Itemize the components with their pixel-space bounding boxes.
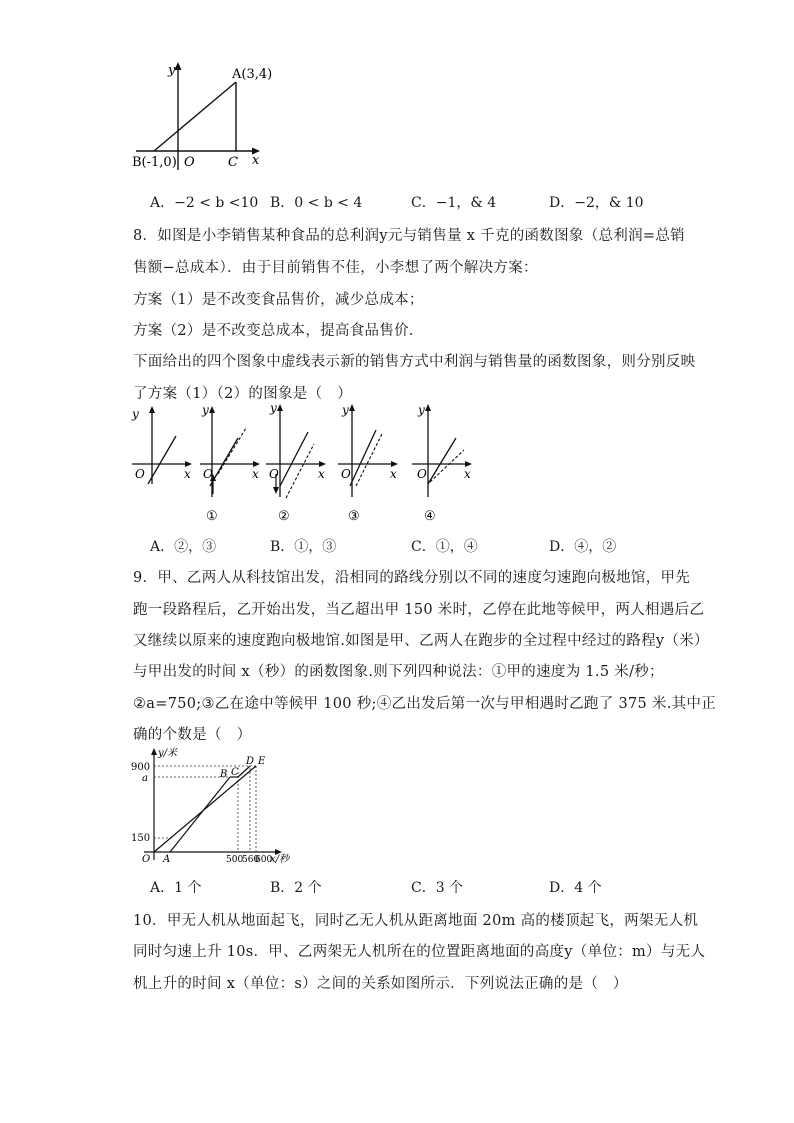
q9-tick-150: 150 [131,833,151,844]
q9-tick-a: a [142,773,148,784]
q9-line-5: ②a=750;③乙在途中等候甲 100 秒;④乙出发后第一次与甲相遇时乙跑了 375 米.其中正 [133,696,717,712]
q7-option-c: C．−1，& 4 [411,195,497,211]
q8-graph0-y-label: y [132,407,139,421]
q8-graph3-x-label: x [390,467,397,481]
q8-option-c: C．①，④ [411,539,478,555]
q8-graph3-number: ③ [348,509,360,524]
q8-graph-3 [336,402,406,526]
q8-graph2-x-label: x [318,467,325,481]
q9-line-3: 又继续以原来的速度跑向极地馆.如图是甲、乙两人在跑步的全过程中经过的路程y（米） [133,633,709,649]
q10-line-1: 10．甲无人机从地面起飞，同时乙无人机从距离地面 20m 高的楼顶起飞，两架无人机 [133,913,699,929]
q8-graph1-origin-label: O [203,467,213,481]
q9-point-c-label: C [231,767,239,778]
q7-x-axis-label: x [252,153,260,168]
q9-y-axis-label: y/米 [158,748,178,759]
q7-option-d: D．−2，& 10 [549,195,644,211]
q8-graph-4 [408,402,480,526]
q8-graph1-y-label: y [202,403,209,417]
q9-line-2: 跑一段路程后，乙开始出发，当乙超出甲 150 米时，乙停在此地等候甲，两人相遇后乙 [133,602,705,618]
q7-figure [128,60,273,175]
q7-option-b: B．0 < b < 4 [270,195,363,211]
q9-point-e-label: E [258,756,266,767]
q9-tick-600: 600 [255,855,273,865]
q9-tick-560: 560 [242,855,260,865]
q9-x-axis-label: x/秒 [270,854,290,865]
q8-graph3-y-label: y [342,403,349,417]
q8-option-d: D．④，② [549,539,617,555]
q9-point-b-label: B [220,769,228,780]
q7-origin-label: O [184,155,195,170]
q8-graph2-number: ② [278,509,290,524]
q8-graph0-origin-label: O [135,467,145,481]
q8-line-6: 了方案（1）（2）的图象是（ ） [133,386,352,402]
q9-option-b: B．2 个 [270,880,322,896]
q8-graph-1 [198,402,268,526]
q7-y-axis-label: y [168,63,176,78]
q9-line-6: 确的个数是（ ） [133,727,252,743]
q7-point-b-label: B(-1,0) [132,155,177,170]
q8-graph-original [128,404,198,486]
q7-point-a-label: A(3,4) [232,67,273,82]
q8-graph1-x-label: x [252,467,259,481]
q7-option-a: A．−2 < b <10 [150,195,259,211]
q7-point-c-label: C [228,155,238,170]
q10-line-2: 同时匀速上升 10s．甲、乙两架无人机所在的位置距离地面的高度y（单位：m）与无人 [133,944,706,960]
q9-point-a-label: A [163,854,171,865]
q8-graph2-y-label: y [270,401,277,415]
q8-option-b: B．①，③ [270,539,337,555]
q8-line-2: 售额−总成本）．由于目前销售不佳，小李想了两个解决方案： [133,260,538,276]
q8-line-1: 8．如图是小李销售某种食品的总利润y元与销售量 x 千克的函数图象（总利润=总销 [133,228,685,244]
q9-point-d-label: D [246,756,255,767]
q8-line-4: 方案（2）是不改变总成本，提高食品售价． [133,323,424,339]
q8-graph2-origin-label: O [269,467,279,481]
q9-tick-900: 900 [131,762,151,773]
q8-option-a: A．②，③ [150,539,217,555]
q9-line-4: 与甲出发的时间 x（秒）的函数图象.则下列四种说法：①甲的速度为 1.5 米/秒； [133,664,664,680]
q8-line-5: 下面给出的四个图象中虚线表示新的销售方式中利润与销售量的函数图象，则分别反映 [133,354,696,370]
q9-origin-label: O [142,854,151,865]
q8-graph4-number: ④ [424,509,436,524]
q8-graph3-origin-label: O [341,467,351,481]
q8-graph0-x-label: x [184,467,191,481]
q9-option-a: A．1 个 [150,880,202,896]
q8-graph4-x-label: x [464,467,471,481]
q9-option-c: C．3 个 [411,880,464,896]
q8-graph1-number: ① [206,509,218,524]
q8-graph4-y-label: y [418,403,425,417]
q9-line-1: 9．甲、乙两人从科技馆出发，沿相同的路线分别以不同的速度匀速跑向极地馆，甲先 [133,570,691,586]
q8-graph-2 [264,402,334,526]
q9-option-d: D．4 个 [549,880,602,896]
q10-line-3: 机上升的时间 x（单位：s）之间的关系如图所示．下列说法正确的是（ ） [133,976,628,992]
q9-tick-500: 500 [226,855,244,865]
q8-graph4-origin-label: O [417,467,427,481]
q9-figure [130,744,300,866]
q8-line-3: 方案（1）是不改变食品售价，减少总成本； [133,292,424,308]
